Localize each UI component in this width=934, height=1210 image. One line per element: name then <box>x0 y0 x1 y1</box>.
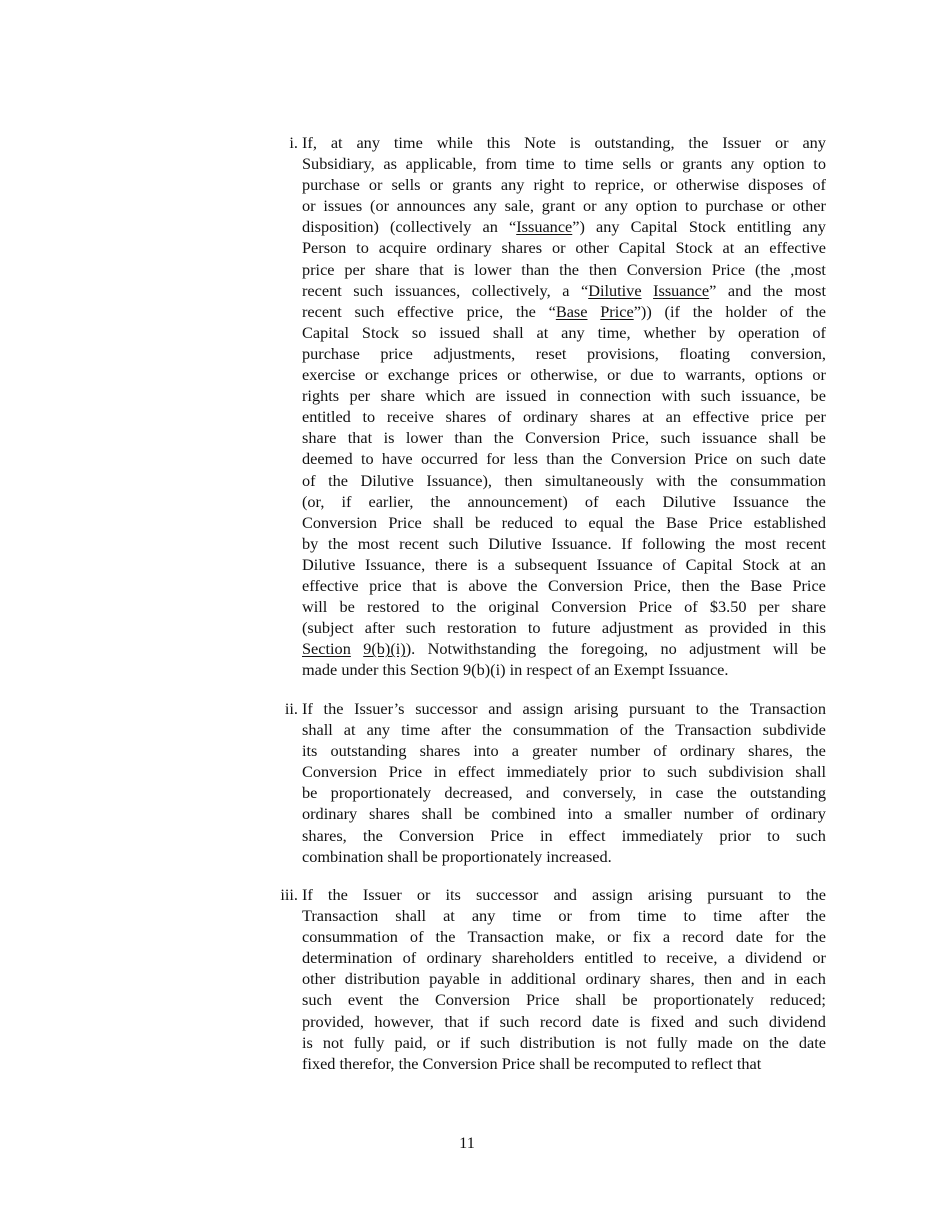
list-item-ii <box>284 698 826 867</box>
text-line: recent such effective price, the “Base Price”)) (if the holder of the <box>302 301 826 321</box>
text-line: fixed therefor, the Conversion Price shall be recomputed to reflect that <box>302 1053 762 1073</box>
text-line: such event the Conversion Price shall be proportionately reduced; <box>302 990 826 1010</box>
page-number: 11 <box>459 1133 475 1152</box>
text-line: Conversion Price in effect immediately prior to such subdivision shall <box>302 762 826 782</box>
text-line: determination of ordinary shareholders entitled to receive, a dividend or <box>302 948 826 968</box>
text-line: consummation of the Transaction make, or fix a record date for the <box>302 927 826 947</box>
text-line: disposition) (collectively an “Issuance”) any Capital Stock entitling any <box>302 217 826 237</box>
text-line: Transaction shall at any time or from time to time after the <box>302 906 826 926</box>
text-line: shares, the Conversion Price in effect immediately prior to such <box>302 825 826 845</box>
text-line: Conversion Price shall be reduced to equal the Base Price established <box>302 512 826 532</box>
text-line: shall at any time after the consummation of the Transaction subdivide <box>302 720 826 740</box>
text-line: (or, if earlier, the announcement) of each Dilutive Issuance the <box>302 491 826 511</box>
text-line: share that is lower than the Conversion Price, such issuance shall be <box>302 428 826 448</box>
list-item-i <box>289 132 826 680</box>
text-line: price per share that is lower than the then Conversion Price (the ,most <box>302 259 826 279</box>
text-line: If the Issuer or its successor and assign arising pursuant to the <box>302 885 826 904</box>
text-line: Capital Stock so issued shall at any time, whether by operation of <box>302 322 826 342</box>
list-marker: ii. <box>284 699 298 718</box>
text-line: If the Issuer’s successor and assign arising pursuant to the Transaction <box>302 699 826 718</box>
text-line: of the Dilutive Issuance), then simultaneously with the consummation <box>302 470 826 490</box>
list-marker: iii. <box>280 885 298 904</box>
list-item-iii <box>280 884 826 1074</box>
text-line: other distribution payable in additional ordinary shares, then and in each <box>302 969 826 989</box>
paragraph-text <box>302 884 826 1074</box>
text-line: combination shall be proportionately increased. <box>302 846 612 866</box>
text-line: its outstanding shares into a greater number of ordinary shares, the <box>302 741 826 761</box>
text-line: rights per share which are issued in connection with such issuance, be <box>302 386 826 406</box>
text-line: deemed to have occurred for less than the Conversion Price on such date <box>302 449 826 469</box>
text-line: is not fully paid, or if such distribution is not fully made on the date <box>302 1032 826 1052</box>
text-line: made under this Section 9(b)(i) in respect of an Exempt Issuance. <box>302 660 729 680</box>
text-line: purchase price adjustments, reset provisions, floating conversion, <box>302 343 826 363</box>
text-line: by the most recent such Dilutive Issuance. If following the most recent <box>302 533 826 553</box>
text-line: ordinary shares shall be combined into a smaller number of ordinary <box>302 804 826 824</box>
text-line: be proportionately decreased, and conversely, in case the outstanding <box>302 783 826 803</box>
text-line: will be restored to the original Conversion Price of $3.50 per share <box>302 597 826 617</box>
text-line: (subject after such restoration to future adjustment as provided in this <box>302 618 826 638</box>
text-line: provided, however, that if such record date is fixed and such dividend <box>302 1011 826 1031</box>
paragraph-text <box>302 698 826 867</box>
text-line: or issues (or announces any sale, grant or any option to purchase or other <box>302 196 826 216</box>
text-line: effective price that is above the Conversion Price, then the Base Price <box>302 575 826 595</box>
text-line: exercise or exchange prices or otherwise, or due to warrants, options or <box>302 365 826 385</box>
text-line: If, at any time while this Note is outstanding, the Issuer or any <box>302 133 826 152</box>
text-line: Person to acquire ordinary shares or other Capital Stock at an effective <box>302 238 826 258</box>
text-line: Subsidiary, as applicable, from time to time sells or grants any option to <box>302 154 826 174</box>
text-line: Dilutive Issuance, there is a subsequent Issuance of Capital Stock at an <box>302 554 826 574</box>
paragraph-text <box>302 132 826 680</box>
text-line: Section 9(b)(i)). Notwithstanding the foregoing, no adjustment will be <box>302 639 826 659</box>
text-line: recent such issuances, collectively, a “Dilutive Issuance” and the most <box>302 280 826 300</box>
list-marker: i. <box>289 133 298 152</box>
text-line: entitled to receive shares of ordinary shares at an effective price per <box>302 407 826 427</box>
text-line: purchase or sells or grants any right to reprice, or otherwise disposes of <box>302 175 826 195</box>
